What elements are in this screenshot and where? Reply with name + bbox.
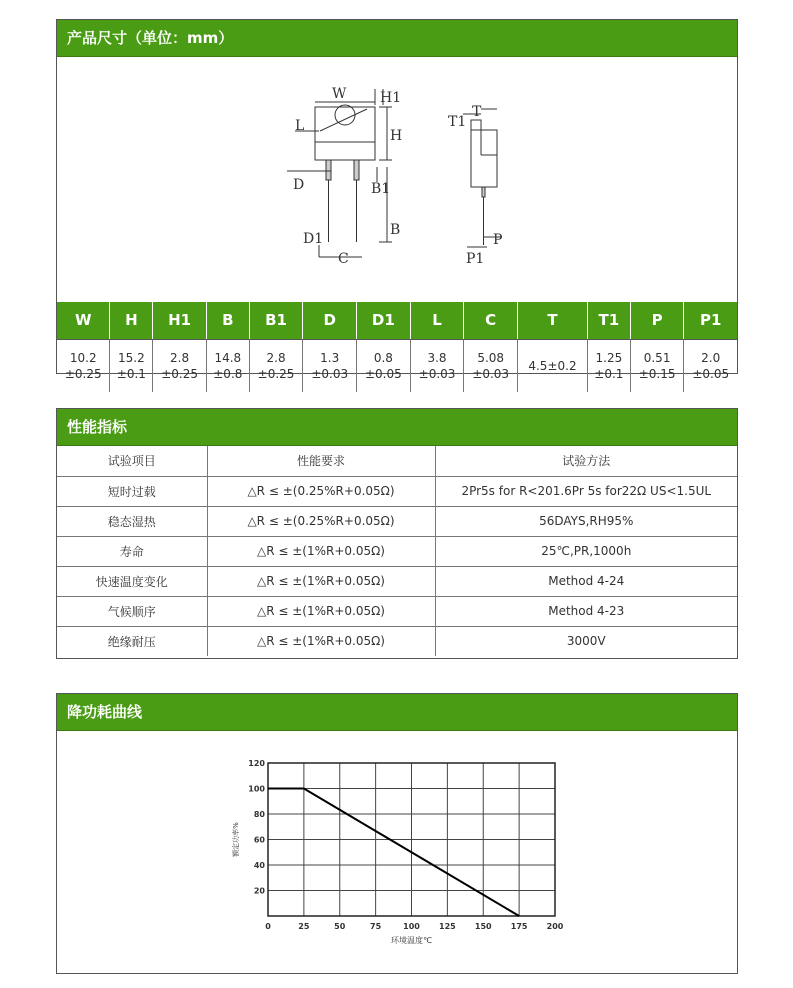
dim-col-header: D1 xyxy=(357,302,411,339)
dim-col-header: B xyxy=(206,302,249,339)
dim-value-cell xyxy=(464,339,518,392)
resistor-body-front xyxy=(315,107,375,160)
perf-requirement: △R ≤ ±(0.25%R+0.05Ω) xyxy=(207,506,435,536)
dim-tolerance: ±0.03 xyxy=(472,366,510,381)
dim-value-cell xyxy=(518,339,588,392)
y-axis-label: 额定功率% xyxy=(232,822,240,857)
dim-col-header: T1 xyxy=(587,302,630,339)
dim-value-cell xyxy=(410,339,464,392)
perf-requirement: △R ≤ ±(1%R+0.05Ω) xyxy=(207,626,435,656)
perf-item: 稳态湿热 xyxy=(57,506,207,536)
dim-value-cell xyxy=(110,339,153,392)
dim-value: 15.2 xyxy=(118,350,145,365)
x-axis-label: 环境温度℃ xyxy=(391,936,432,945)
perf-method: 2Pr5s for R<201.6Pr 5s for22Ω US<1.5UL xyxy=(435,476,737,506)
dim-value-cell xyxy=(57,339,110,392)
label-t1: T1 xyxy=(448,114,467,130)
label-c: C xyxy=(338,251,349,267)
dim-tolerance: ±0.15 xyxy=(638,366,676,381)
label-d: D xyxy=(293,177,305,193)
label-h: H xyxy=(390,128,403,144)
dim-tolerance: ±0.03 xyxy=(418,366,456,381)
perf-item: 寿命 xyxy=(57,536,207,566)
perf-item: 气候顺序 xyxy=(57,596,207,626)
dim-value: 2.8 xyxy=(170,350,190,365)
label-b: B xyxy=(390,222,401,238)
dim-col-header: C xyxy=(464,302,518,339)
table-row xyxy=(57,566,737,596)
perf-item: 短时过载 xyxy=(57,476,207,506)
dim-col-header: D xyxy=(303,302,357,339)
table-row xyxy=(57,596,737,626)
perf-header-item: 试验项目 xyxy=(57,446,207,476)
dimensions-table xyxy=(57,302,737,392)
table-row xyxy=(57,506,737,536)
x-tick-label: 200 xyxy=(546,922,564,931)
derating-panel xyxy=(56,693,738,974)
perf-method: 56DAYS,RH95% xyxy=(435,506,737,536)
performance-panel xyxy=(56,408,738,659)
y-tick-label: 120 xyxy=(248,759,265,768)
dim-value: 14.8 xyxy=(214,350,242,365)
dim-tolerance: ±0.05 xyxy=(692,366,730,381)
label-p: P xyxy=(493,232,503,248)
dim-tolerance: ±0.8 xyxy=(213,366,243,381)
dim-tolerance: ±0.25 xyxy=(257,366,295,381)
dim-value: 0.51 xyxy=(643,350,671,365)
resistor-body-side xyxy=(471,130,497,187)
dim-value: 4.5±0.2 xyxy=(528,358,577,373)
dim-value-cell xyxy=(587,339,630,392)
performance-table xyxy=(57,446,737,656)
label-p1: P1 xyxy=(466,251,485,267)
dim-value: 2.0 xyxy=(701,350,721,365)
dim-col-header: P1 xyxy=(684,302,737,339)
dim-value: 2.8 xyxy=(266,350,286,365)
dim-value-cell xyxy=(303,339,357,392)
dim-value: 5.08 xyxy=(477,350,505,365)
derating-title: 降功耗曲线 xyxy=(57,694,737,731)
y-tick-label: 100 xyxy=(248,784,265,794)
side-tab xyxy=(471,120,481,130)
dim-value: 3.8 xyxy=(427,350,447,365)
dim-value: 10.2 xyxy=(69,350,97,365)
dimension-drawing xyxy=(57,57,737,302)
dim-col-header: T xyxy=(518,302,588,339)
x-tick-label: 25 xyxy=(298,922,310,931)
table-row xyxy=(57,476,737,506)
perf-method: Method 4-23 xyxy=(435,596,737,626)
dim-value-cell xyxy=(630,339,684,392)
y-tick-label: 40 xyxy=(253,861,265,870)
dim-col-header: H1 xyxy=(153,302,207,339)
label-t: T xyxy=(472,104,482,120)
perf-method: Method 4-24 xyxy=(435,566,737,596)
dim-tolerance: ±0.1 xyxy=(116,366,146,381)
dim-value: 1.25 xyxy=(595,350,623,365)
dim-tolerance: ±0.25 xyxy=(161,366,198,381)
label-d1: D1 xyxy=(303,231,324,247)
dim-tolerance: ±0.1 xyxy=(594,366,624,381)
y-tick-label: 60 xyxy=(253,835,265,845)
table-row xyxy=(57,536,737,566)
label-w: W xyxy=(332,86,347,102)
dim-value-cell xyxy=(206,339,249,392)
x-tick-label: 125 xyxy=(439,922,456,931)
derating-line xyxy=(268,789,519,917)
perf-method: 3000V xyxy=(566,634,606,649)
perf-header-method: 试验方法 xyxy=(435,446,737,476)
dimensions-title: 产品尺寸（单位：mm） xyxy=(57,20,737,57)
x-tick-label: 150 xyxy=(474,922,492,931)
dim-value: 1.3 xyxy=(320,350,340,365)
table-row xyxy=(57,626,737,656)
dimensions-panel xyxy=(56,19,738,381)
perf-item: 快速温度变化 xyxy=(57,566,207,596)
dim-value-cell xyxy=(684,339,737,392)
label-h1: H1 xyxy=(380,90,402,106)
dim-col-header: B1 xyxy=(249,302,303,339)
perf-requirement: △R ≤ ±(0.25%R+0.05Ω) xyxy=(207,476,435,506)
dim-col-header: P xyxy=(630,302,684,339)
derating-chart xyxy=(57,731,737,974)
x-tick-label: 75 xyxy=(370,922,382,931)
x-tick-label: 0 xyxy=(265,922,271,931)
performance-title: 性能指标 xyxy=(57,409,737,446)
y-tick-label: 20 xyxy=(253,886,265,896)
x-tick-label: 50 xyxy=(334,922,346,931)
perf-header-requirement: 性能要求 xyxy=(207,446,435,476)
perf-requirement: △R ≤ ±(1%R+0.05Ω) xyxy=(207,596,435,626)
x-tick-label: 175 xyxy=(510,922,528,931)
dim-value-cell xyxy=(357,339,411,392)
dim-tolerance: ±0.25 xyxy=(64,366,102,381)
dim-tolerance: ±0.05 xyxy=(364,366,402,381)
dim-value-cell xyxy=(249,339,303,392)
label-b1: B1 xyxy=(371,181,391,197)
perf-method: 25℃,PR,1000h xyxy=(435,536,737,566)
y-tick-label: 80 xyxy=(253,810,265,819)
dim-value-cell xyxy=(153,339,207,392)
dim-col-header: H xyxy=(110,302,153,339)
label-l: L xyxy=(295,118,305,134)
dim-tolerance: ±0.03 xyxy=(311,366,349,381)
mounting-hole xyxy=(335,105,355,125)
dim-col-header: W xyxy=(57,302,110,339)
dim-value: 0.8 xyxy=(373,350,393,365)
perf-item: 绝缘耐压 xyxy=(57,626,207,656)
perf-requirement: △R ≤ ±(1%R+0.05Ω) xyxy=(207,566,435,596)
dim-col-header: L xyxy=(410,302,464,339)
x-tick-label: 100 xyxy=(403,922,420,931)
perf-requirement: △R ≤ ±(1%R+0.05Ω) xyxy=(207,536,435,566)
